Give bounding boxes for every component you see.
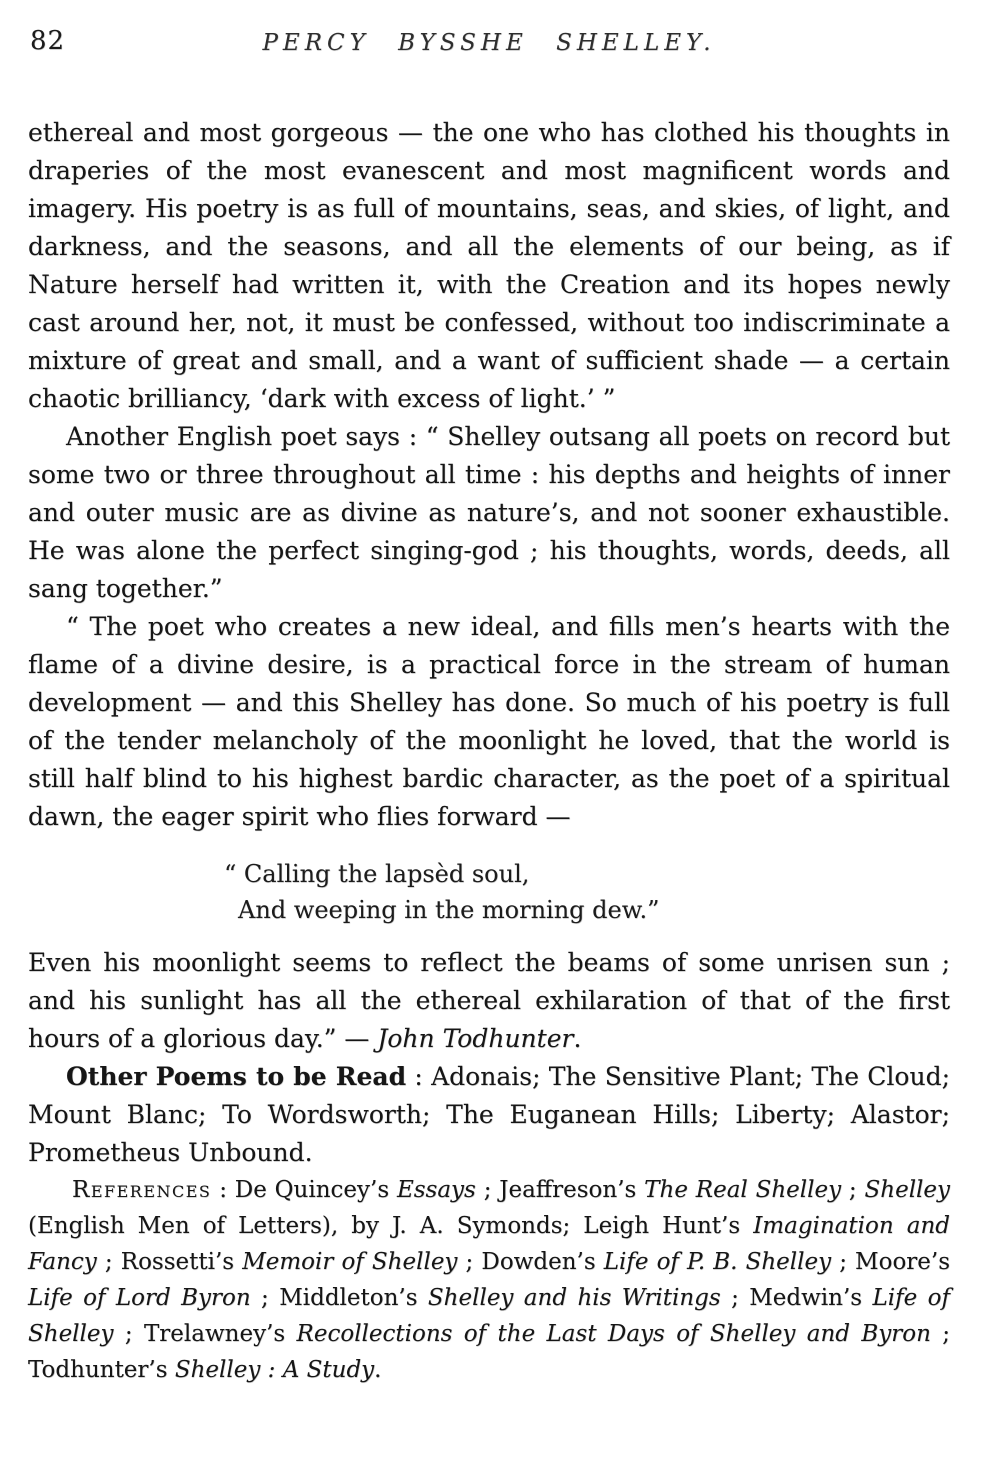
page-number: 82 (30, 26, 66, 56)
text-segment: Recollections of the Last Days of Shelley and Byron (296, 1321, 931, 1347)
text-segment: Imagination and Fancy (28, 1213, 950, 1275)
verse-quotation (224, 856, 950, 928)
text-segment: : De Quincey’s (211, 1177, 397, 1203)
paragraph-references (28, 1172, 950, 1388)
text-segment: ; Rossetti’s (96, 1249, 243, 1275)
text-segment: Memoir of Shelley (242, 1249, 458, 1275)
text-segment: Another English poet says : “ Shelley outsang all poets on record but some two or three throughout all time : his depths and heights of inner and outer music are as divine as nature’s, and not sooner exhaustible. He was alone the perfect singing-god ; his thoughts, words, deeds, all sang together.” (28, 422, 950, 603)
paragraph-other-poems (28, 1058, 950, 1172)
text-segment: Essays (396, 1177, 476, 1203)
text-segment: ; Jeaffreson’s (475, 1177, 645, 1203)
text-segment: Shelley (864, 1177, 951, 1203)
text-segment: ; Trelawney’s (113, 1321, 297, 1347)
page-body (28, 114, 950, 1388)
page-header (28, 26, 950, 68)
text-segment: Life of P. B. Shelley (603, 1249, 832, 1275)
text-segment: Even his moonlight seems to reflect the beams of some unrisen sun ; and his sunlight has all the ethereal exhilaration of that of the first hours of a glorious day.” — (28, 948, 950, 1053)
text-segment: John Todhunter (377, 1024, 574, 1053)
text-segment: References (72, 1177, 212, 1203)
text-segment: : Adonais; The Sensitive Plant; The Cloud; Mount Blanc; To Wordsworth; The Euganean Hills; Liberty; Alastor; Prometheus Unbound. (28, 1062, 951, 1167)
text-segment: . (374, 1357, 382, 1383)
text-segment: . (573, 1024, 582, 1053)
verse-line-1: “ Calling the lapsèd soul, (224, 860, 530, 888)
verse-line-2: And weeping in the morning dew.” (238, 896, 660, 924)
paragraph-continuation (28, 114, 950, 418)
text-segment: ; Middleton’s (250, 1285, 428, 1311)
paragraph-poet-new-ideal (28, 608, 950, 836)
text-segment: Shelley : A Study (174, 1357, 375, 1383)
text-segment: ; (841, 1177, 865, 1203)
text-segment: Shelley and his Writings (427, 1285, 721, 1311)
paragraph-moonlight-attribution (28, 944, 950, 1058)
paragraph-english-poet-quote (28, 418, 950, 608)
text-segment: ; Moore’s (831, 1249, 951, 1275)
text-segment: Life of Shelley (28, 1285, 950, 1347)
running-title: PERCY BYSSHE SHELLEY. (262, 30, 716, 56)
text-segment: (English Men of Letters), by J. A. Symonds; Leigh Hunt’s (28, 1213, 754, 1239)
text-segment: Other Poems to be Read (66, 1062, 407, 1091)
text-segment: “ The poet who creates a new ideal, and fills men’s hearts with the flame of a divine desire, is a practical force in the stream of human development — and this Shelley has done. So much of his poetry is full of the tender melancholy of the moonlight he loved, that the world is still half blind to his highest bardic character, as the poet of a spiritual dawn, the eager spirit who flies forward — (28, 612, 950, 831)
text-segment: Life of Lord Byron (28, 1285, 251, 1311)
text-segment: ; Dowden’s (457, 1249, 604, 1275)
text-segment: ; Medwin’s (720, 1285, 873, 1311)
text-segment: ; Todhunter’s (28, 1321, 951, 1383)
text-segment: The Real Shelley (644, 1177, 842, 1203)
text-segment: ethereal and most gorgeous — the one who has clothed his thoughts in draperies of the most evanescent and most magnificent words and imagery. His poetry is as full of mountains, seas, and skies, of light, and darkness, and the seasons, and all the elements of our being, as if Nature herself had written it, with the Creation and its hopes newly cast around her, not, it must be confessed, without too indiscriminate a mixture of great and small, and a want of sufficient shade — a certain chaotic brilliancy, ‘dark with excess of light.’ ” (28, 118, 950, 413)
